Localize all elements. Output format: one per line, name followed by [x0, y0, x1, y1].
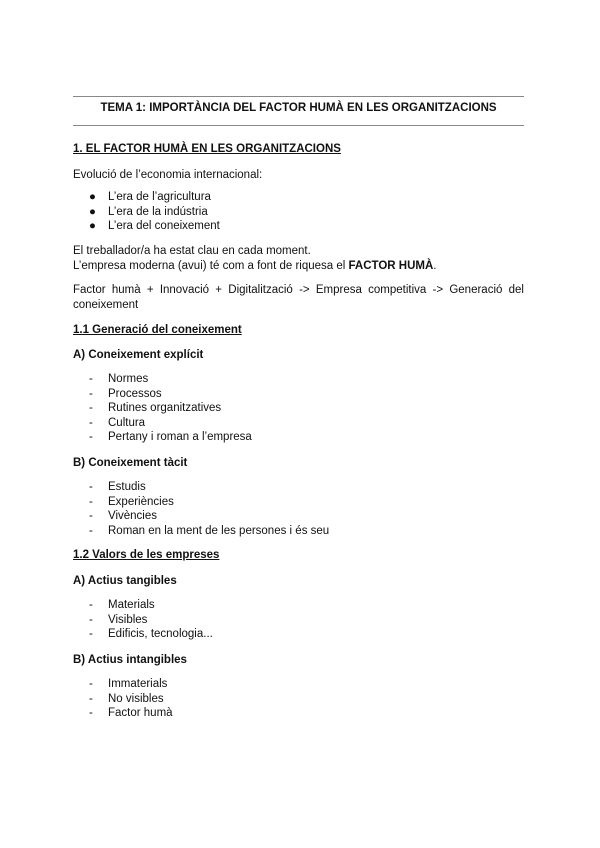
dash-marker: -: [89, 431, 93, 444]
competitiveness-formula: Factor humà + Innovació + Digitalització -> Empresa competitiva -> Generació del coneixement: [73, 284, 524, 311]
section-1-intro: Evolució de l’economia internacional:: [73, 169, 263, 181]
list-item: ● L’era del coneixement: [89, 220, 220, 233]
page-title: TEMA 1: IMPORTÀNCIA DEL FACTOR HUMÀ EN LES ORGANITZACIONS: [100, 102, 497, 114]
dash-marker: -: [89, 495, 93, 508]
list-item: - Visibles: [89, 613, 148, 626]
dash-marker: -: [89, 416, 93, 429]
intangible-assets-heading: B) Actius intangibles: [73, 654, 187, 666]
tangible-assets-heading: A) Actius tangibles: [73, 575, 177, 587]
list-item: - Experiències: [89, 495, 174, 508]
list-item: - Processos: [89, 387, 162, 400]
dash-marker: -: [89, 481, 93, 493]
list-item: - Factor humà: [89, 707, 173, 720]
list-item: - Materials: [89, 599, 155, 611]
title-bottom-rule: [73, 125, 524, 126]
dash-marker: -: [89, 524, 93, 537]
worker-key-line: El treballador/a ha estat clau en cada moment.: [73, 245, 311, 257]
dash-marker: -: [89, 373, 93, 385]
dash-marker: -: [89, 613, 93, 626]
dash-marker: -: [89, 692, 93, 705]
list-item: - Rutines organitzatives: [89, 402, 222, 415]
dash-marker: -: [89, 510, 93, 523]
list-item: - Cultura: [89, 416, 146, 429]
bullet-icon: ●: [89, 205, 96, 218]
list-item: - Immaterials: [89, 678, 168, 690]
section-1-2-heading: 1.2 Valors de les empreses: [73, 549, 220, 561]
dash-marker: -: [89, 599, 93, 611]
tacit-knowledge-list: [73, 480, 329, 538]
title-top-rule: [73, 96, 524, 97]
list-item: - No visibles: [89, 692, 164, 705]
section-1-heading: 1. EL FACTOR HUMÀ EN LES ORGANITZACIONS: [73, 143, 341, 155]
list-item: - Normes: [89, 373, 149, 385]
bullet-icon: ●: [89, 220, 96, 233]
dash-marker: -: [89, 678, 93, 690]
dash-marker: -: [89, 707, 93, 720]
dash-marker: -: [89, 628, 93, 641]
factor-huma-emphasis: FACTOR HUMÀ: [348, 260, 434, 272]
eras-list: [73, 190, 220, 234]
list-item: - Edificis, tecnologia...: [89, 628, 213, 641]
dash-marker: -: [89, 402, 93, 415]
list-item: - Roman en la ment de les persones i és seu: [89, 524, 330, 537]
tacit-knowledge-heading: B) Coneixement tàcit: [73, 457, 188, 469]
bullet-icon: ●: [89, 191, 96, 203]
list-item: ● L’era de la indústria: [89, 205, 208, 218]
list-item: - Estudis: [89, 481, 146, 493]
modern-company-line: L’empresa moderna (avui) té com a font de riquesa el FACTOR HUMÀ.: [73, 260, 437, 272]
tangible-assets-list: [73, 598, 213, 642]
intangible-assets-list: [73, 677, 173, 721]
dash-marker: -: [89, 387, 93, 400]
explicit-knowledge-list: [73, 372, 252, 445]
section-1-1-heading: 1.1 Generació del coneixement: [73, 324, 242, 336]
list-item: - Vivències: [89, 510, 158, 523]
list-item: - Pertany i roman a l’empresa: [89, 431, 252, 444]
list-item: ● L’era de l’agricultura: [89, 191, 211, 203]
explicit-knowledge-heading: A) Coneixement explícit: [73, 349, 204, 361]
